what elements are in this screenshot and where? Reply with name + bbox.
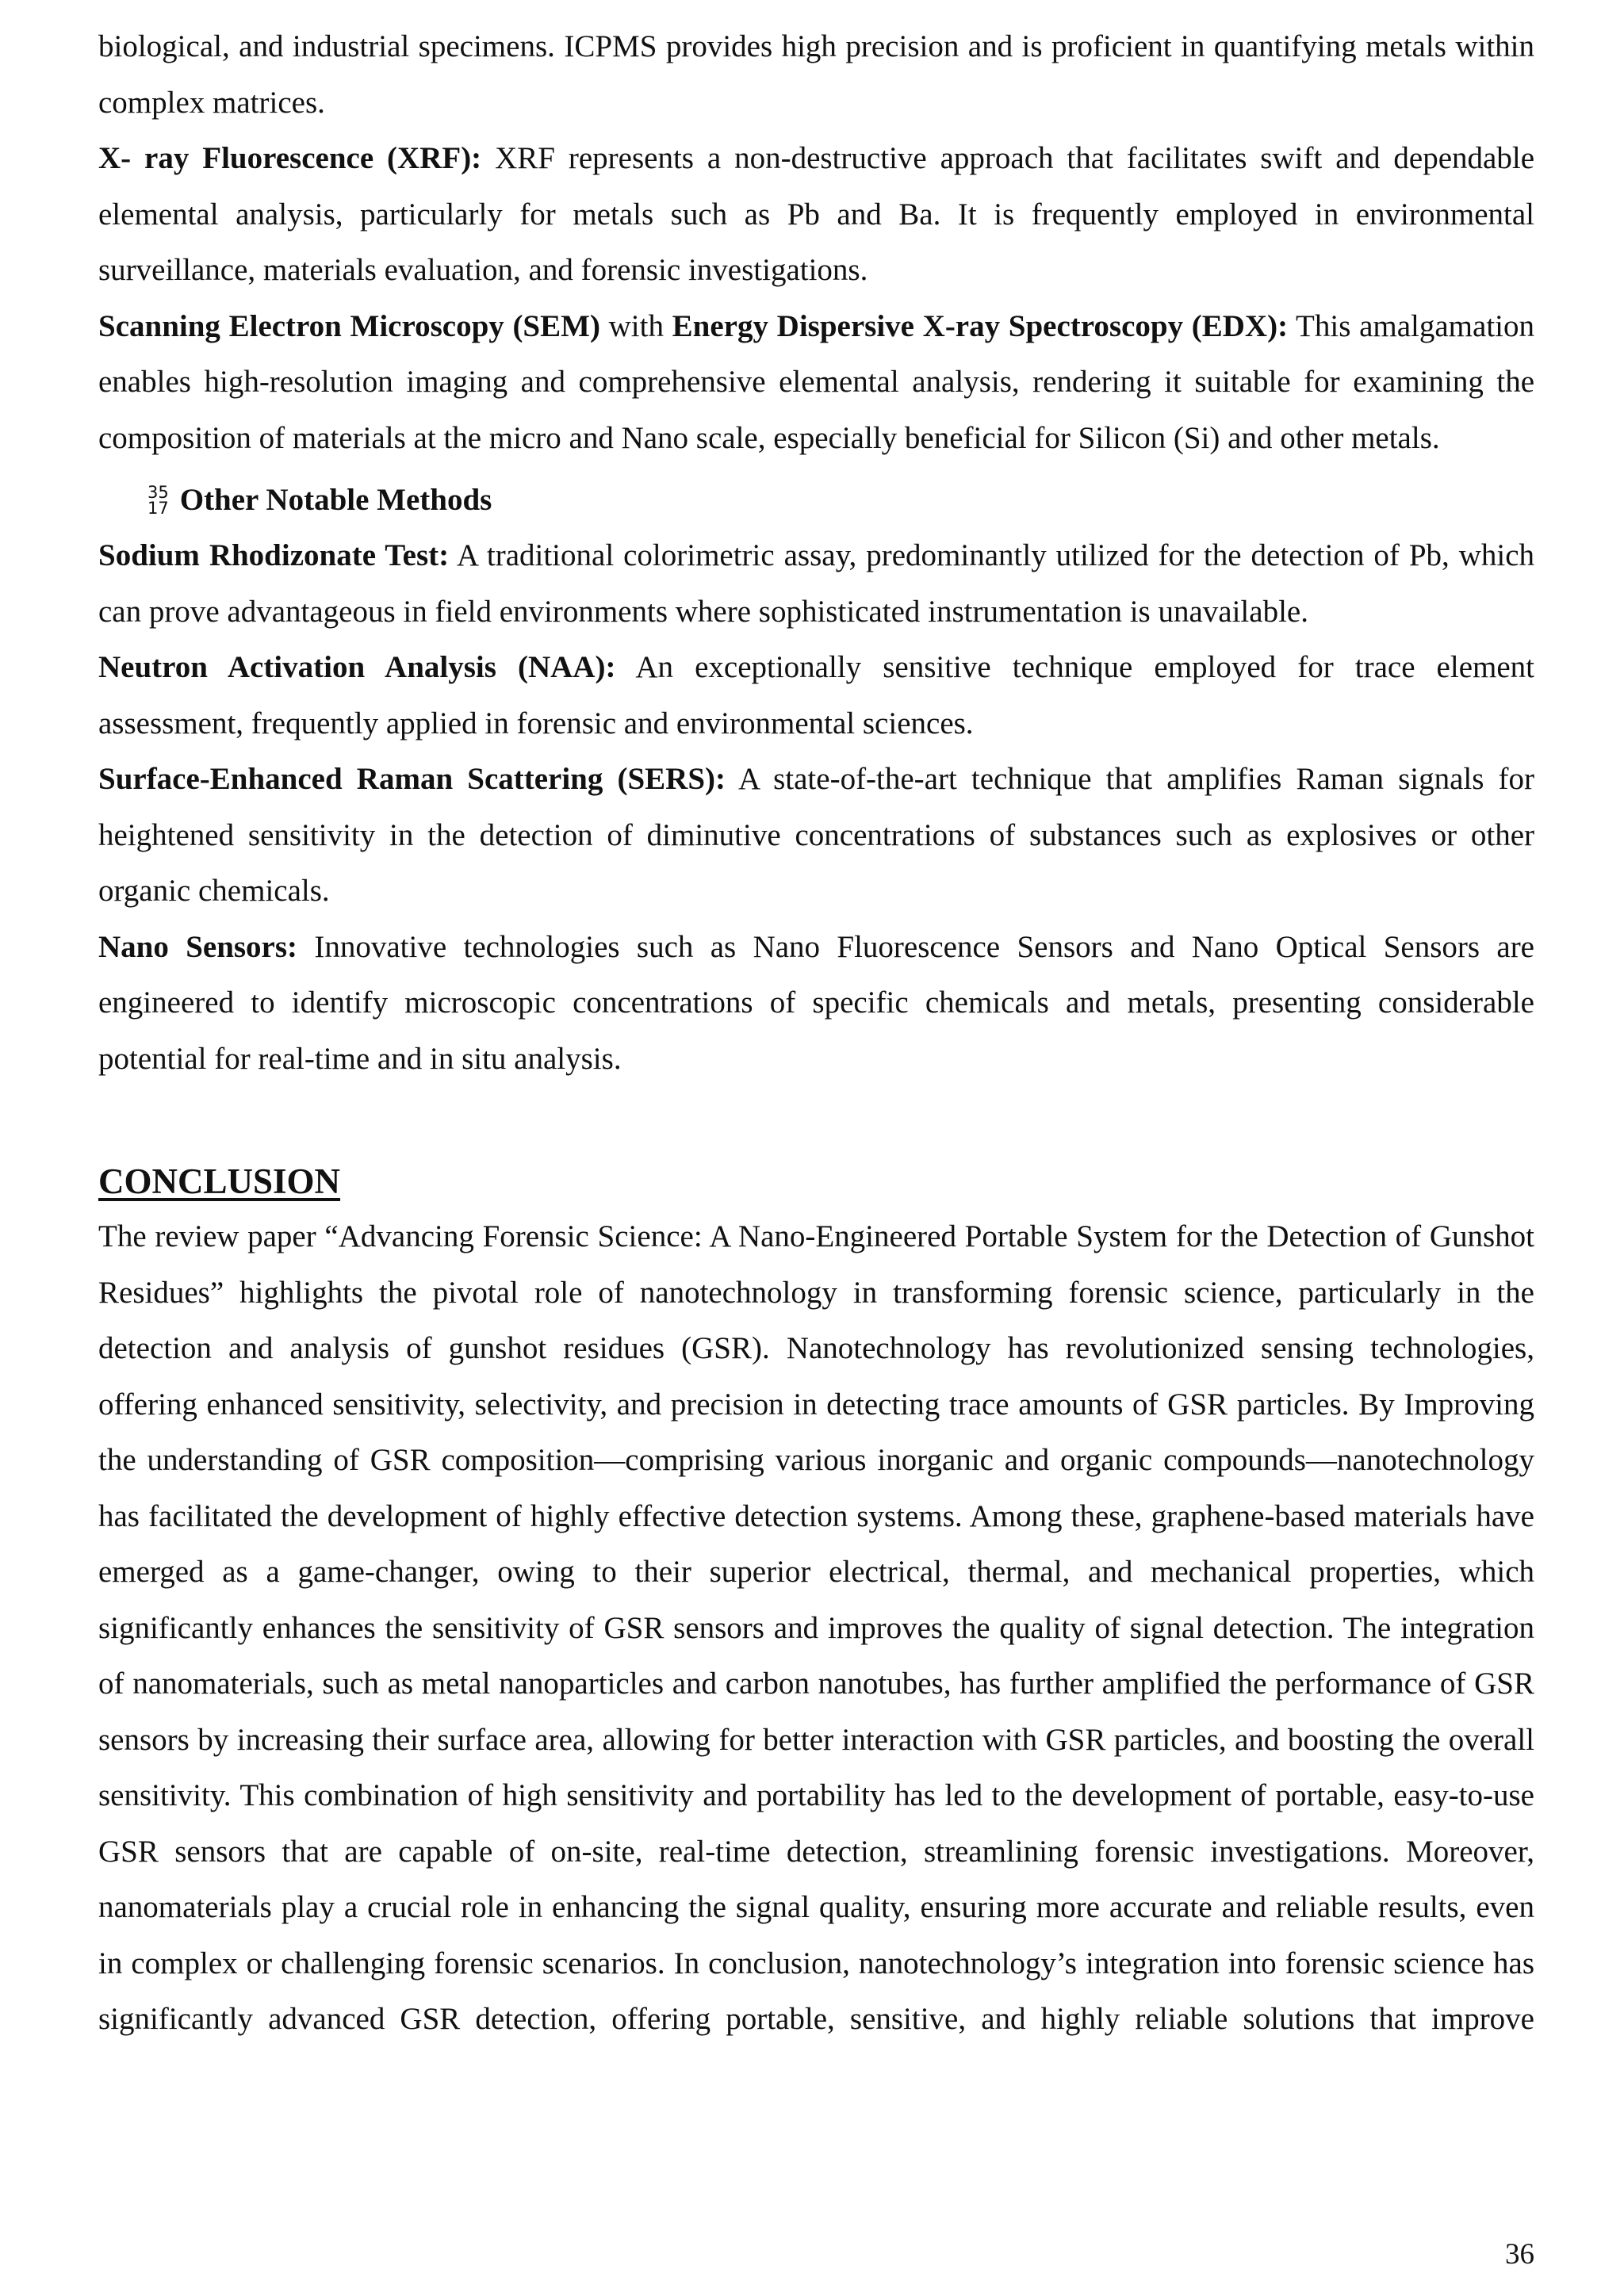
conclusion-text: The review paper “Advancing Forensic Science: A Nano-Engineered Portable System for the Detection of Gunshot Residues” highlights the pivotal role of nanotechnology in transforming forensic science, particularly in the detection and analysis of gunshot residues (GSR). Nanotechnology has revolutionized sensing technologies, offering enhanced sensitivity, selectivity, and precision in detecting trace amounts of GSR particles. By Improving the understanding of GSR composition—comprising various inorganic and organic compounds—nanotechnology has facilitated the development of highly effective detection systems. Among these, graphene-based materials have emerged as a game-changer, owing to their superior electrical, thermal, and mechanical properties, which significantly enhances the sensitivity of GSR sensors and improves the quality of signal detection. The integration of nanomaterials, such as metal nanoparticles and carbon nanotubes, has further amplified the performance of GSR sensors by increasing their surface area, allowing for better interaction with GSR particles, and boosting the overall sensitivity. This combination of high sensitivity and portability has led to the development of portable, easy-to-use GSR sensors that are capable of on-site, real-time detection, streamlining forensic investigations. Moreover, nanomaterials play a crucial role in enhancing the signal quality, ensuring more accurate and reliable results, even in complex or challenging forensic scenarios. In conclusion, nanotechnology’s integration into forensic science has significantly advanced GSR detection, offering portable, sensitive, and highly reliable solutions that improve xyxy=(98,1219,1534,2036)
sodium-rhodizonate-term: Sodium Rhodizonate Test: xyxy=(98,538,450,572)
sem-edx-text: This amalgamation enables high-resolution imaging and comprehensive elemental analysis, rendering it suitable for examining the composition of materials at the micro and Nano scale, especially beneficial for Silicon (Si) and other metals. xyxy=(98,308,1534,455)
sodium-rhodizonate-text: A traditional colorimetric assay, predominantly utilized for the detection of Pb, which can prove advantageous in field environments where sophisticated instrumentation is unavailable. xyxy=(98,538,1535,629)
sodium-rhodizonate-paragraph xyxy=(98,528,1534,640)
subsection-number-top: 35 xyxy=(147,483,169,502)
edx-term: Energy Dispersive X-ray Spectroscopy (EDX): xyxy=(672,308,1289,343)
sers-term: Surface-Enhanced Raman Scattering (SERS): xyxy=(98,762,726,796)
subsection-heading xyxy=(147,473,1534,528)
sem-joiner: with xyxy=(599,308,672,343)
subsection-number xyxy=(147,484,169,516)
xrf-term: X- ray Fluorescence (XRF): xyxy=(98,141,482,175)
nano-sensors-paragraph xyxy=(98,920,1534,1088)
sers-paragraph xyxy=(98,752,1534,920)
xrf-paragraph xyxy=(98,131,1534,299)
subsection-number-bottom: 17 xyxy=(147,499,169,518)
sem-term: Scanning Electron Microscopy (SEM) xyxy=(98,308,600,343)
page-body xyxy=(98,19,1534,2048)
conclusion-heading: CONCLUSION xyxy=(98,1161,341,1201)
xrf-text: XRF represents a non-destructive approach that facilitates swift and dependable elemental analysis, particularly for metals such as Pb and Ba. It is frequently employed in environmental surveillance, materials evaluation, and forensic investigations. xyxy=(98,141,1535,287)
page-number: 36 xyxy=(1505,2238,1534,2271)
sem-edx-paragraph xyxy=(98,299,1534,467)
sers-text: A state-of-the-art technique that amplifies Raman signals for heightened sensitivity in the detection of diminutive concentrations of substances such as explosives or other organic chemicals. xyxy=(98,762,1534,908)
nano-sensors-term: Nano Sensors: xyxy=(98,929,298,964)
naa-paragraph xyxy=(98,640,1534,752)
nano-sensors-text: Innovative technologies such as Nano Fluorescence Sensors and Nano Optical Sensors are engineered to identify microscopic concentrations of specific chemicals and metals, presenting considerable potential for real-time and in situ analysis. xyxy=(98,929,1534,1076)
naa-text: An exceptionally sensitive technique employed for trace element assessment, frequently applied in forensic and environmental sciences. xyxy=(98,650,1534,740)
intro-paragraph xyxy=(98,19,1534,131)
intro-text: biological, and industrial specimens. ICPMS provides high precision and is proficient in quantifying metals within complex matrices. xyxy=(98,29,1534,120)
naa-term: Neutron Activation Analysis (NAA): xyxy=(98,650,616,684)
subsection-title: Other Notable Methods xyxy=(179,483,492,517)
conclusion-paragraph xyxy=(98,1209,1534,2048)
